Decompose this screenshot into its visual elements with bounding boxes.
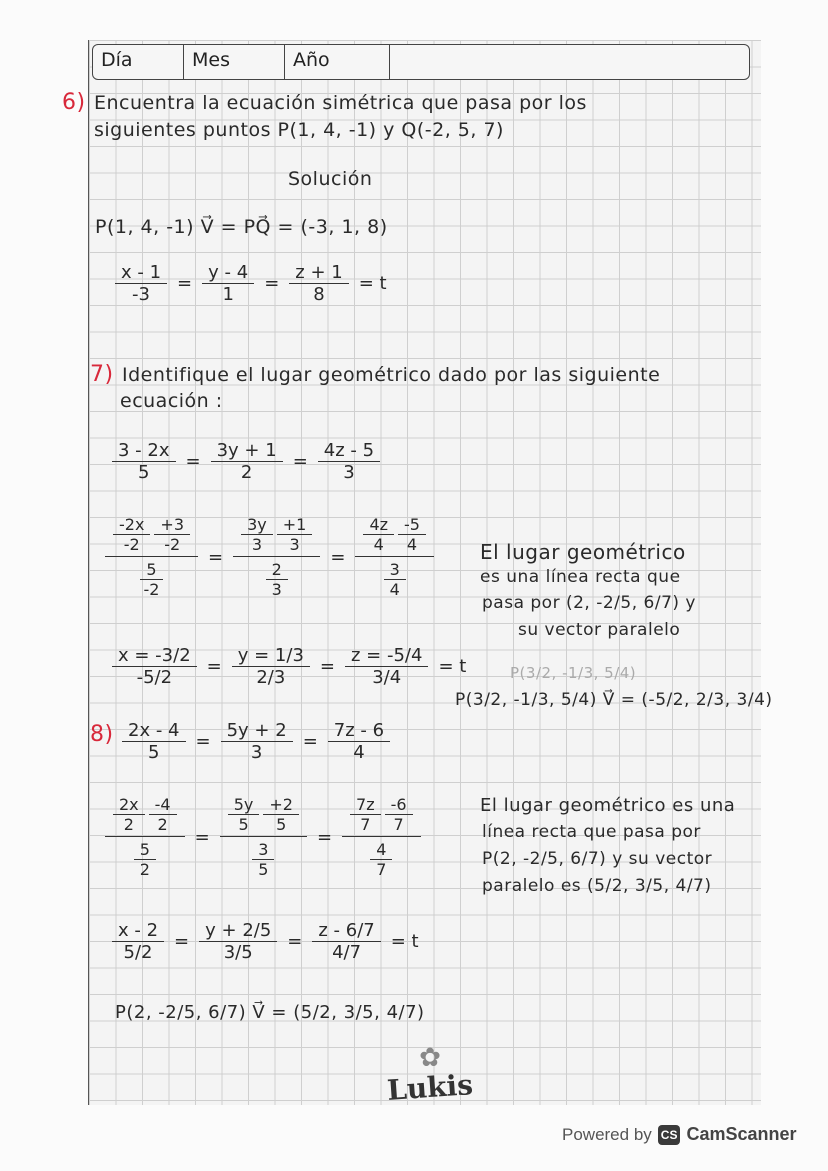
- fraction: [199, 920, 277, 963]
- problem-8-number: 8): [90, 722, 114, 747]
- denominator: -3: [132, 284, 150, 305]
- flower-icon: ✿: [419, 1043, 441, 1073]
- compound-numerator: [355, 515, 434, 557]
- compound-denominator: [384, 557, 406, 599]
- numerator: y = 1/3: [232, 645, 310, 667]
- problem-7-answer-4: su vector paralelo: [518, 620, 681, 640]
- equation-operator: =: [292, 451, 308, 472]
- notebook-logo: [385, 1043, 475, 1107]
- camscanner-watermark: [562, 1124, 797, 1145]
- fraction: [211, 440, 283, 483]
- problem-7-faint-point: P(3/2, -1/3, 5/4): [510, 664, 637, 682]
- problem-7-answer-3: pasa por (2, -2/5, 6/7) y: [482, 593, 696, 613]
- fraction: [115, 262, 167, 305]
- problem-7-answer-1: El lugar geométrico: [480, 540, 686, 564]
- fraction: [345, 645, 428, 688]
- denominator: -2: [143, 580, 160, 599]
- numerator: 5y: [228, 795, 260, 815]
- equation-operator: = t: [358, 273, 387, 294]
- compound-denominator: [370, 837, 392, 879]
- denominator: 2: [139, 860, 150, 879]
- sub-fraction: [149, 795, 177, 834]
- logo-text: Lukis: [386, 1068, 474, 1107]
- numerator: 2: [266, 560, 288, 580]
- denominator: 2/3: [256, 667, 286, 688]
- sub-fraction: [228, 795, 260, 834]
- compound-fraction: [342, 795, 421, 879]
- numerator: x = -3/2: [112, 645, 197, 667]
- problem-6-number: 6): [62, 90, 86, 115]
- denominator: 5: [238, 815, 249, 834]
- numerator: +1: [277, 515, 313, 535]
- numerator: y + 2/5: [199, 920, 277, 942]
- denominator: 8: [313, 284, 325, 305]
- denominator: 4: [373, 535, 384, 554]
- solution-heading: Solución: [288, 168, 373, 190]
- sub-fraction: [138, 560, 166, 599]
- denominator: 4: [406, 535, 418, 554]
- denominator: 7: [376, 860, 387, 879]
- sub-fraction: [113, 515, 150, 554]
- year-label: Año: [285, 45, 390, 79]
- problem-7-compound-step: [105, 515, 434, 599]
- denominator: 2: [240, 462, 253, 483]
- numerator: z - 6/7: [312, 920, 380, 942]
- problem-7-normalized-equation: [112, 645, 466, 688]
- numerator: +2: [263, 795, 299, 815]
- compound-numerator: [105, 515, 198, 557]
- fraction: [112, 645, 197, 688]
- numerator: 3y + 1: [211, 440, 283, 462]
- denominator: 3/4: [372, 667, 402, 688]
- equation-operator: =: [319, 656, 335, 677]
- numerator: 7z - 6: [328, 720, 390, 742]
- equation-operator: = t: [438, 656, 467, 677]
- fraction: [122, 720, 186, 763]
- denominator: 5: [138, 462, 150, 483]
- numerator: 7z: [350, 795, 381, 815]
- denominator: 5: [276, 815, 287, 834]
- denominator: -2: [123, 535, 140, 554]
- denominator: 3: [343, 462, 355, 483]
- denominator: -2: [164, 535, 181, 554]
- sub-fraction: [113, 795, 145, 834]
- fraction: [318, 440, 380, 483]
- fraction: [232, 645, 310, 688]
- denominator: 7: [360, 815, 371, 834]
- problem-8-answer-3: P(2, -2/5, 6/7) y su vector: [482, 849, 713, 869]
- numerator: 5: [134, 840, 156, 860]
- sub-fraction: [398, 515, 426, 554]
- denominator: 5/2: [123, 942, 153, 963]
- problem-8-answer-2: línea recta que pasa por: [482, 822, 701, 842]
- problem-6-statement-1: Encuentra la ecuación simétrica que pasa por los: [94, 92, 587, 114]
- problem-8-answer-1: El lugar geométrico es una: [480, 795, 736, 816]
- compound-numerator: [342, 795, 421, 837]
- problem-8-answer-4: paralelo es (5/2, 3/5, 4/7): [482, 876, 712, 896]
- problem-7-statement-1: Identifique el lugar geométrico dado por las siguiente: [122, 364, 661, 386]
- sub-fraction: [277, 515, 313, 554]
- equation-operator: =: [194, 826, 210, 848]
- numerator: -2x: [113, 515, 150, 535]
- numerator: 3y: [241, 515, 273, 535]
- denominator: 4: [389, 580, 400, 599]
- denominator: 3: [289, 535, 300, 554]
- problem-8-equation: [122, 720, 390, 763]
- equation-operator: =: [185, 451, 201, 472]
- compound-denominator: [252, 837, 274, 879]
- numerator: x - 2: [112, 920, 164, 942]
- equation-operator: = t: [390, 931, 419, 952]
- day-label: Día: [93, 45, 184, 79]
- fraction: [289, 262, 348, 305]
- sub-fraction: [384, 560, 406, 599]
- numerator: 4: [370, 840, 392, 860]
- equation-operator: =: [330, 546, 346, 568]
- compound-fraction: [105, 515, 198, 599]
- problem-7-number: 7): [90, 362, 114, 387]
- compound-denominator: [266, 557, 288, 599]
- numerator: 2x - 4: [122, 720, 186, 742]
- denominator: 3: [251, 535, 263, 554]
- sub-fraction: [241, 515, 273, 554]
- denominator: -5/2: [136, 667, 173, 688]
- compound-fraction: [105, 795, 185, 879]
- problem-7-result: P(3/2, -1/3, 5/4) V⃗ = (-5/2, 2/3, 3/4): [455, 690, 773, 710]
- problem-8-result: P(2, -2/5, 6/7) V⃗ = (5/2, 3/5, 4/7): [115, 1002, 425, 1023]
- numerator: 5: [140, 560, 162, 580]
- sub-fraction: [363, 515, 394, 554]
- problem-8-compound-step: [105, 795, 421, 879]
- problem-6-point-vector: P(1, 4, -1) V⃗ = PQ⃗ = (-3, 1, 8): [95, 216, 388, 238]
- fraction: [312, 920, 380, 963]
- compound-denominator: [134, 837, 156, 879]
- sub-fraction: [266, 560, 288, 599]
- sub-fraction: [154, 515, 190, 554]
- camscanner-brand: CamScanner: [686, 1124, 797, 1144]
- numerator: 2x: [113, 795, 145, 815]
- sub-fraction: [385, 795, 413, 834]
- sub-fraction: [350, 795, 381, 834]
- problem-7-equation: [112, 440, 380, 483]
- problem-7-statement-2: ecuación :: [120, 390, 223, 412]
- denominator: 4: [353, 742, 365, 763]
- equation-operator: =: [316, 826, 333, 848]
- denominator: 7: [393, 815, 404, 834]
- denominator: 5: [258, 860, 269, 879]
- numerator: 5y + 2: [221, 720, 293, 742]
- denominator: 2: [157, 815, 168, 834]
- denominator: 3/5: [223, 942, 253, 963]
- numerator: -4: [149, 795, 177, 815]
- denominator: 1: [222, 284, 234, 305]
- equation-operator: =: [208, 546, 224, 568]
- numerator: 3 - 2x: [112, 440, 176, 462]
- compound-fraction: [220, 795, 307, 879]
- problem-6-symmetric-equation: [115, 262, 387, 305]
- numerator: 3: [252, 840, 274, 860]
- numerator: 4z: [363, 515, 394, 535]
- numerator: z + 1: [289, 262, 348, 284]
- camscanner-icon: CS: [658, 1125, 681, 1145]
- numerator: 3: [384, 560, 406, 580]
- compound-numerator: [233, 515, 320, 557]
- problem-8-normalized-equation: [112, 920, 419, 963]
- numerator: y - 4: [202, 262, 254, 284]
- equation-operator: =: [177, 273, 193, 294]
- equation-operator: =: [302, 731, 318, 752]
- date-header: [92, 44, 750, 80]
- denominator: 4/7: [332, 942, 362, 963]
- fraction: [112, 440, 176, 483]
- numerator: +3: [154, 515, 190, 535]
- sub-fraction: [134, 840, 156, 879]
- equation-operator: =: [206, 656, 222, 677]
- equation-operator: =: [174, 931, 190, 952]
- numerator: 4z - 5: [318, 440, 380, 462]
- problem-7-answer-2: es una línea recta que: [480, 567, 681, 587]
- numerator: -6: [385, 795, 413, 815]
- equation-operator: =: [264, 273, 280, 294]
- fraction: [221, 720, 293, 763]
- equation-operator: =: [195, 731, 211, 752]
- compound-numerator: [105, 795, 185, 837]
- denominator: 2: [123, 815, 134, 834]
- sub-fraction: [263, 795, 299, 834]
- fraction: [112, 920, 164, 963]
- denominator: 3: [250, 742, 263, 763]
- fraction: [328, 720, 390, 763]
- numerator: -5: [398, 515, 426, 535]
- numerator: x - 1: [115, 262, 167, 284]
- sub-fraction: [370, 840, 392, 879]
- equation-operator: =: [287, 931, 303, 952]
- compound-fraction: [233, 515, 320, 599]
- powered-by-label: Powered by: [562, 1124, 652, 1144]
- sub-fraction: [252, 840, 274, 879]
- numerator: z = -5/4: [345, 645, 428, 667]
- denominator: 5: [148, 742, 160, 763]
- month-label: Mes: [184, 45, 285, 79]
- compound-fraction: [355, 515, 434, 599]
- compound-numerator: [220, 795, 307, 837]
- fraction: [202, 262, 254, 305]
- compound-denominator: [138, 557, 166, 599]
- problem-6-statement-2: siguientes puntos P(1, 4, -1) y Q(-2, 5, 7): [94, 119, 504, 141]
- denominator: 3: [271, 580, 282, 599]
